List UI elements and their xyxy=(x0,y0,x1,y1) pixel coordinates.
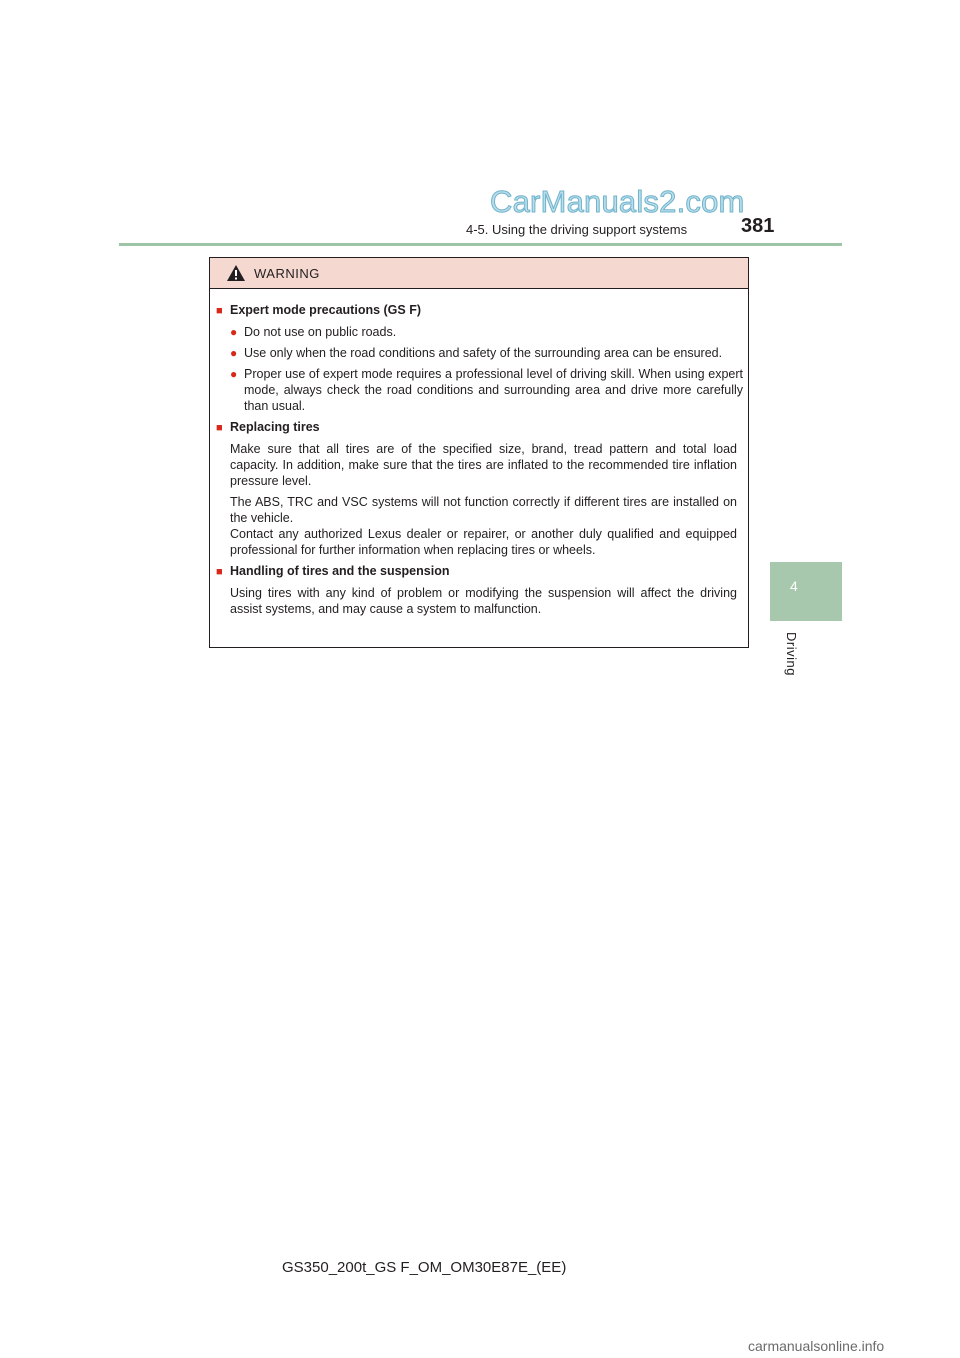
section-title: 4-5. Using the driving support systems xyxy=(466,222,688,237)
paragraph: Make sure that all tires are of the specified size, brand, tread pattern and total load capacity. In addition, make sure that the tires are inflated to the recommended tire inflation pressure level. xyxy=(230,442,737,488)
bullet-item: ● Do not use on public roads. xyxy=(230,325,397,339)
warning-box xyxy=(209,257,749,648)
bullet-item: ● Use only when the road conditions and safety of the surrounding area can be ensured. xyxy=(230,346,723,360)
warning-header xyxy=(210,258,748,289)
square-bullet-icon: ■ xyxy=(216,305,223,317)
document-code: GS350_200t_GS F_OM_OM30E87E_(EE) xyxy=(282,1259,567,1276)
chapter-tab-number: 4 xyxy=(790,578,798,594)
circle-bullet-icon: ● xyxy=(230,346,238,360)
section-heading: ■ Handling of tires and the suspension xyxy=(216,564,450,578)
page-number: 381 xyxy=(741,215,775,237)
circle-bullet-icon: ● xyxy=(230,325,238,339)
warning-triangle-icon xyxy=(226,264,246,282)
paragraph: Contact any authorized Lexus dealer or repairer, or another duly qualified and equipped professional for further information when replacing tires or wheels. xyxy=(230,527,737,557)
square-bullet-icon: ■ xyxy=(216,566,223,578)
chapter-tab xyxy=(770,562,842,621)
chapter-label: Driving xyxy=(784,632,799,676)
square-bullet-icon: ■ xyxy=(216,422,223,434)
watermark-top: CarManuals2.com xyxy=(490,184,745,219)
paragraph: Using tires with any kind of problem or modifying the suspension will affect the driving assist systems, and may cause a system to malfunction. xyxy=(230,586,737,616)
warning-body xyxy=(210,289,748,617)
section-heading: ■ Replacing tires xyxy=(216,420,320,434)
paragraph: The ABS, TRC and VSC systems will not function correctly if different tires are installed on the vehicle. xyxy=(230,495,737,525)
header-rule xyxy=(119,243,842,246)
section-heading: ■ Expert mode precautions (GS F) xyxy=(216,303,422,317)
bullet-item: ● Proper use of expert mode requires a professional level of driving skill. When using expert mode, always check the road conditions and surrounding area and drive more carefully than usual. xyxy=(230,367,743,413)
circle-bullet-icon: ● xyxy=(230,367,238,381)
warning-title: WARNING xyxy=(254,265,320,281)
watermark-bottom: carmanualsonline.info xyxy=(748,1338,885,1354)
